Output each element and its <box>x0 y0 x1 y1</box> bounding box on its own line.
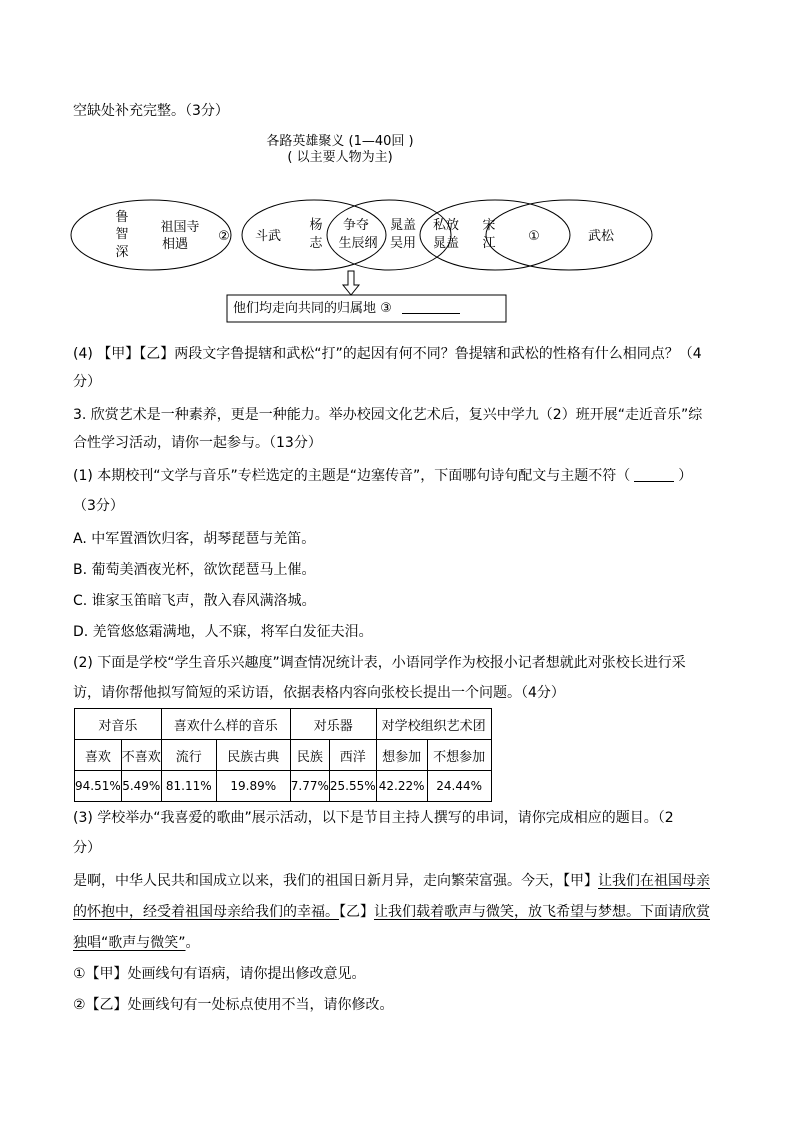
answer-blank-3[interactable] <box>402 299 460 314</box>
value-cell: 81.11% <box>161 771 216 802</box>
passage-end: 。 <box>185 935 200 951</box>
q4-line-1: (4) 【甲】【乙】两段文字鲁提辖和武松“打”的起因有何不同？鲁提辖和武松的性格有什么相同点？（4 <box>73 346 702 362</box>
diagram-subtitle: ( 以主要人物为主) <box>287 150 393 165</box>
survey-table <box>74 708 492 802</box>
conclusion-text: 他们均走向共同的归属地 ③ <box>233 301 392 316</box>
passage-text: 是啊，中华人民共和国成立以来，我们的祖国日新月异，走向繁荣富强。今天，【甲】 <box>73 873 598 889</box>
subheader-cell: 想参加 <box>376 740 427 771</box>
underlined-sentence-jia-cont: 的怀抱中，经受着祖国母亲给我们的幸福。 <box>73 904 339 920</box>
q3-line-2: 合性学习活动，请你一起参与。（13分） <box>73 435 322 451</box>
sub3-line-2: 分） <box>73 840 101 856</box>
header-art-troupe: 对学校组织艺术团 <box>376 709 491 740</box>
ellipse-song-jiang <box>420 200 570 270</box>
ellipse-lu-zhishen <box>71 200 231 270</box>
label-zhengduo-2: 生辰纲 <box>338 236 378 251</box>
sub1-line-1 <box>73 466 692 486</box>
label-zhengduo-1: 争夺 <box>342 218 370 233</box>
header-instrument: 对乐器 <box>290 709 376 740</box>
value-cell: 5.49% <box>121 771 161 802</box>
task-2: ②【乙】处画线句有一处标点使用不当，请你修改。 <box>73 997 394 1013</box>
passage-line-3 <box>73 933 200 953</box>
task-1: ①【甲】处画线句有语病，请你提出修改意见。 <box>73 966 366 982</box>
label-blank-1: ① <box>528 229 540 244</box>
subheader-cell: 不喜欢 <box>121 740 161 771</box>
label-wusong: 武松 <box>587 229 615 244</box>
label-song: 宋 <box>482 218 496 233</box>
diagram-title: 各路英雄聚义 (1—40回 ) <box>266 134 414 149</box>
subheader-cell: 民族古典 <box>216 740 290 771</box>
q4-line-2: 分） <box>73 374 101 390</box>
ellipse-chao-gai <box>327 200 451 270</box>
sub2-line-2: 访，请你帮他拟写简短的采访语，依据表格内容向张校长提出一个问题。（4分） <box>73 685 565 701</box>
down-arrow-icon <box>343 271 359 295</box>
underlined-sentence-yi-cont: 独唱“歌声与微笑” <box>73 935 186 951</box>
label-meet-1: 祖国寺 <box>160 220 200 235</box>
intro-text: 空缺处补充完整。（3分） <box>73 103 229 119</box>
label-jiang: 江 <box>482 236 496 251</box>
label-douwu: 斗武 <box>254 229 282 244</box>
value-cell: 24.44% <box>427 771 491 802</box>
q3-line-1: 3. 欣赏艺术是一种素养，更是一种能力。举办校园文化艺术后，复兴中学九（2）班开展“走近音乐”综 <box>73 407 703 423</box>
subheader-cell: 民族 <box>290 740 329 771</box>
sub2-line-1: (2) 下面是学校“学生音乐兴趣度”调查情况统计表，小语同学作为校报小记者想就此对张校长进行采 <box>73 655 686 671</box>
header-music: 对音乐 <box>75 709 162 740</box>
header-music-type: 喜欢什么样的音乐 <box>161 709 290 740</box>
answer-blank-choice[interactable] <box>634 467 674 482</box>
subheader-cell: 喜欢 <box>75 740 122 771</box>
label-lu: 鲁 <box>115 210 129 225</box>
value-cell: 7.77% <box>290 771 329 802</box>
conclusion-line <box>233 299 460 319</box>
subheader-cell: 流行 <box>161 740 216 771</box>
passage-line-2 <box>73 902 710 922</box>
hero-gathering-diagram <box>0 0 794 340</box>
subheader-cell: 西洋 <box>329 740 376 771</box>
option-d: D. 羌管悠悠霜满地，人不寐，将军白发征夫泪。 <box>73 624 373 640</box>
value-cell: 19.89% <box>216 771 290 802</box>
option-b: B. 葡萄美酒夜光杯，欲饮琵琶马上催。 <box>73 562 316 578</box>
value-cell: 94.51% <box>75 771 122 802</box>
value-cell: 42.22% <box>376 771 427 802</box>
value-cell: 25.55% <box>329 771 376 802</box>
marker-yi: 【乙】 <box>339 904 374 920</box>
sub1-question: (1) 本期校刊“文学与音乐”专栏选定的主题是“边塞传音”，下面哪句诗句配文与主题不符（ <box>73 468 631 484</box>
label-zhi2: 志 <box>309 236 323 251</box>
underlined-sentence-yi: 让我们载着歌声与微笑，放飞希望与梦想。下面请欣赏 <box>374 904 710 920</box>
option-a: A. 中军置酒饮归客，胡琴琵琶与羌笛。 <box>73 531 316 547</box>
underlined-sentence-jia: 让我们在祖国母亲 <box>598 873 710 889</box>
label-zhi: 智 <box>115 227 129 242</box>
option-c: C. 谁家玉笛暗飞声，散入春风满洛城。 <box>73 593 316 609</box>
label-blank-2: ② <box>218 229 230 244</box>
sub3-line-1: (3) 学校举办“我喜爱的歌曲”展示活动，以下是节目主持人撰写的串词，请你完成相应的题目。（2 <box>73 810 674 826</box>
label-shen: 深 <box>115 245 129 260</box>
table-subheader-row <box>75 740 492 771</box>
sub1-line-2: （3分） <box>73 498 124 514</box>
label-yang: 杨 <box>309 218 323 233</box>
label-meet-2: 相遇 <box>161 237 189 252</box>
passage-line-1 <box>73 871 710 891</box>
label-chaogai2: 晁盖 <box>432 236 460 251</box>
label-wuyong: 吴用 <box>389 236 417 251</box>
table-header-row <box>75 709 492 740</box>
label-chaogai: 晁盖 <box>389 218 417 233</box>
label-sifang: 私放 <box>432 218 460 233</box>
table-row <box>75 771 492 802</box>
sub1-close: ） <box>678 468 693 484</box>
ellipse-wu-song <box>486 200 652 270</box>
subheader-cell: 不想参加 <box>427 740 491 771</box>
